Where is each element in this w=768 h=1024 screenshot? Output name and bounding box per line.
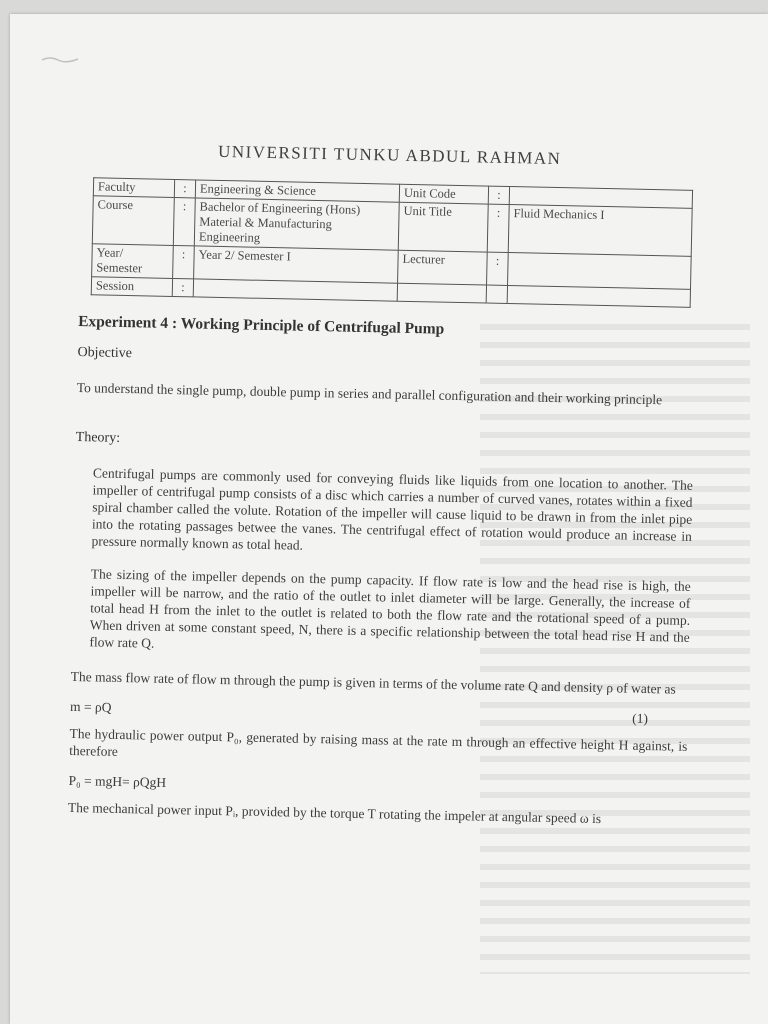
scan-smudge [40, 54, 80, 64]
unit-code-label: Unit Code [399, 184, 488, 204]
colon: : [173, 245, 195, 278]
course-value: Bachelor of Engineering (Hons) Material & Manufacturing Engineering [194, 198, 399, 250]
experiment-title: Experiment 4 : Working Principle of Centrifugal Pump [77, 313, 445, 338]
course-label: Course [92, 196, 174, 246]
objective-heading: Objective [77, 344, 133, 362]
theory-paragraph-1: Centrifugal pumps are commonly used for conveying fluids like liquids from one location to another. The impeller of centrifugal pump consists of a disc which carries a number of curved vanes, rotates within a fixed spiral chamber called the volute. Rotation of the impeller will cause liquid to be drawn in from the inlet pipe into the rotating passages betwee the vanes. The centrifugal effect of rotation would produce an increase in pressure normally known as total head. [91, 465, 694, 553]
theory-paragraph-5: The mechanical power input Pᵢ, provided by the torque T rotating the impeler at angular speed ω is [67, 799, 602, 827]
equation-1-row [70, 699, 688, 728]
unit-title-label: Unit Title [398, 202, 488, 252]
session-value [193, 279, 397, 301]
equation-2-row [68, 773, 686, 802]
theory-heading: Theory: [75, 429, 121, 446]
colon: : [173, 197, 195, 245]
empty-cell [507, 285, 690, 307]
university-title: UNIVERSITI TUNKU ABDUL RAHMAN [217, 141, 562, 169]
theory-paragraph-3: The mass flow rate of flow m through the pump is given in terms of the volume rate Q and density ρ of water as [70, 668, 676, 697]
theory-paragraph-4: The hydraulic power output P₀, generated by raising mass at the rate m through an effective height H against, is therefore [69, 725, 688, 759]
colon: : [488, 186, 509, 204]
objective-text: To understand the single pump, double pump in series and parallel configuration and their working principle [76, 379, 663, 408]
equation-1-number: (1) [632, 710, 649, 727]
lecturer-label: Lecturer [398, 250, 488, 285]
course-info-table [91, 177, 693, 308]
document-page [10, 14, 768, 1024]
unit-title-value: Fluid Mechanics I [508, 205, 692, 257]
equation-1: m = ρQ [69, 698, 112, 715]
colon: : [174, 179, 195, 197]
colon: : [487, 204, 509, 252]
session-label: Session [91, 277, 172, 297]
lecturer-value [508, 252, 692, 289]
faculty-value: Engineering & Science [195, 180, 399, 202]
year-semester-value: Year 2/ Semester I [194, 246, 399, 283]
colon: : [487, 252, 509, 285]
empty-cell [397, 283, 486, 303]
document-content [66, 139, 700, 829]
theory-paragraph-2: The sizing of the impeller depends on the pump capacity. If flow rate is low and the head rise is high, the impeller will be narrow, and the ratio of the outlet to inlet diameter will be large. Generally, the increase of total head H from the inlet to the outlet is related to both the flow rate and the rotational speed of a pump. When driven at some constant speed, N, there is a specific relationship between the total head rise H and the flow rate Q. [89, 566, 691, 651]
colon: : [172, 278, 193, 296]
empty-cell [486, 285, 507, 303]
year-semester-label: Year/ Semester [92, 244, 174, 279]
faculty-label: Faculty [93, 178, 174, 198]
equation-2: P₀ = mgH= ρQgH [68, 772, 167, 790]
